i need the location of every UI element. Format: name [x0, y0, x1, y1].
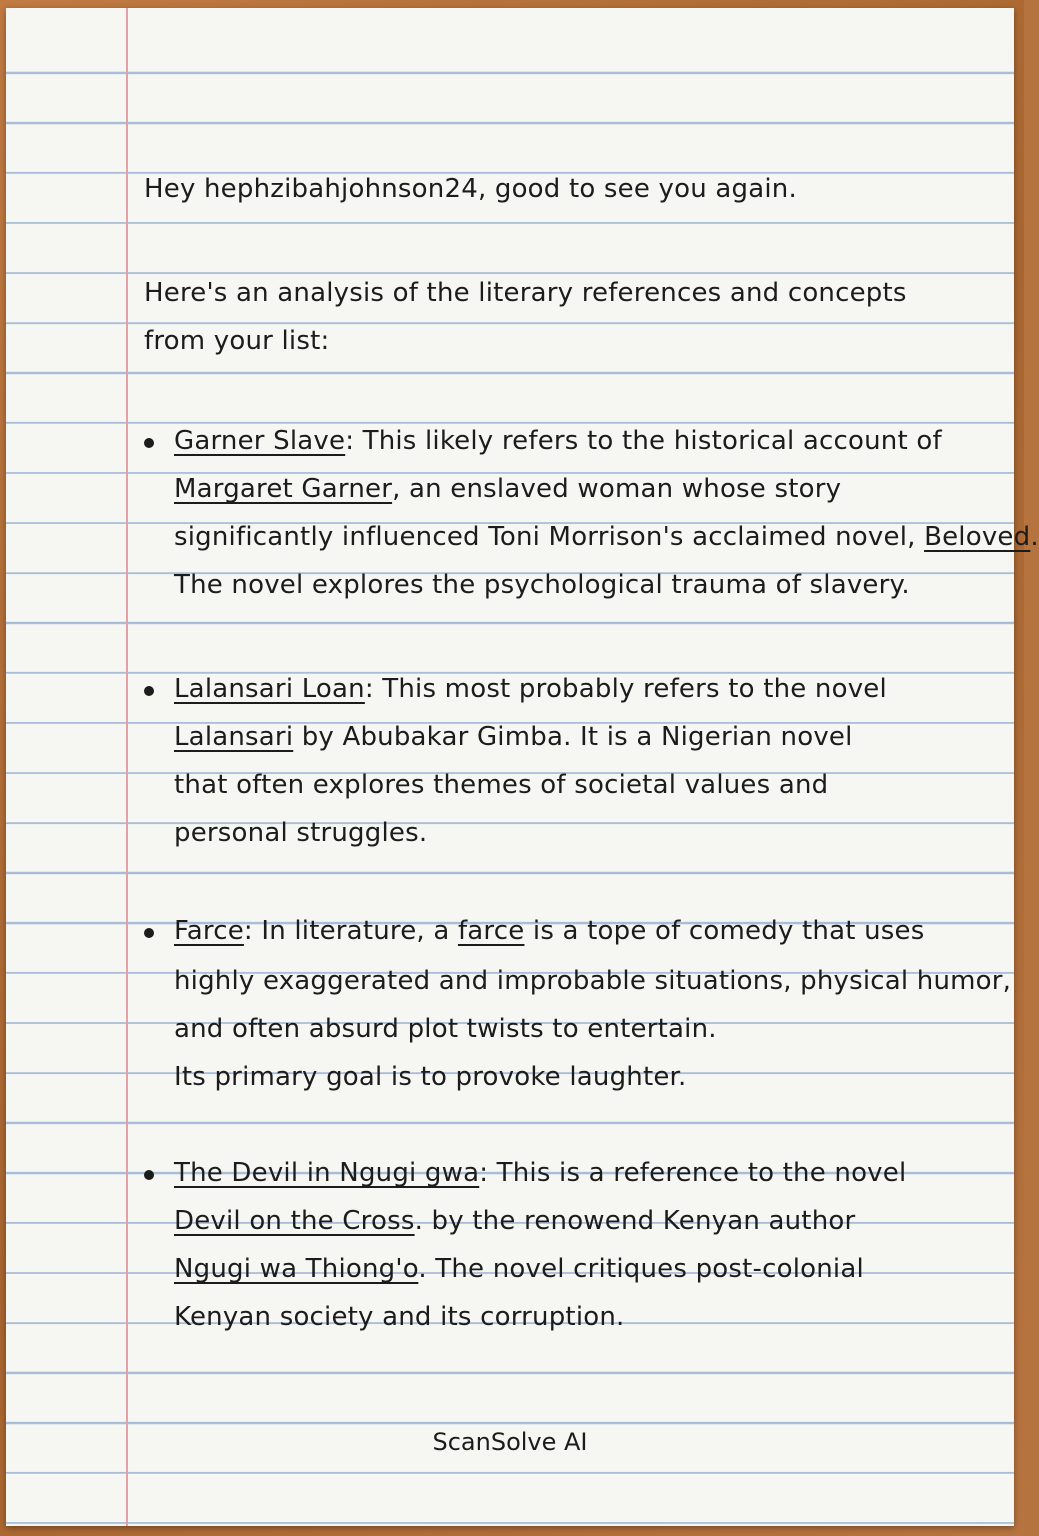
item-lalansari-line-2: Lalansari by Abubakar Gimba. It is a Nigerian novel [174, 722, 853, 752]
item-lalansari-line-3: that often explores themes of societal values and [174, 770, 829, 800]
ref-devil-on-the-cross: Devil on the Cross [174, 1206, 415, 1236]
ref-lalansari: Lalansari [174, 722, 294, 752]
bullet-lalansari-loan [144, 686, 154, 696]
item-devil-line-2: Devil on the Cross. by the renowend Kenyan author [174, 1206, 856, 1236]
bullet-devil-ngugi [144, 1170, 154, 1180]
bullet-garner-slave [144, 438, 154, 448]
term-farce: Farce [174, 916, 244, 946]
item-devil-line-3: Ngugi wa Thiong'o. The novel critiques post-colonial [174, 1254, 864, 1284]
item-farce-line-3: and often absurd plot twists to entertain. [174, 1014, 717, 1044]
term-devil-ngugi: The Devil in Ngugi gwa [174, 1158, 480, 1188]
bullet-farce [144, 928, 154, 938]
ref-ngugi-wa-thiongo: Ngugi wa Thiong'o [174, 1254, 419, 1284]
greeting: Hey hephzibahjohnson24, good to see you again. [144, 174, 797, 204]
item-farce-line-2: highly exaggerated and improbable situations, physical humor, [174, 966, 1012, 996]
margin-line [126, 8, 128, 1526]
intro-line-1: Here's an analysis of the literary references and concepts [144, 278, 907, 308]
lined-paper [6, 8, 1039, 1526]
ref-margaret-garner: Margaret Garner [174, 474, 393, 504]
item-devil-line-4: Kenyan society and its corruption. [174, 1302, 625, 1332]
intro-line-2: from your list: [144, 326, 330, 356]
footer-brand: ScanSolve AI [432, 1428, 588, 1456]
term-lalansari-loan: Lalansari Loan [174, 674, 365, 704]
ref-beloved: Beloved [924, 522, 1031, 552]
item-farce-line-1: Farce: In literature, a farce is a tope of comedy that uses [174, 916, 925, 946]
item-lalansari-line-1: Lalansari Loan: This most probably refers to the novel [174, 674, 887, 704]
item-devil-line-1: The Devil in Ngugi gwa: This is a reference to the novel [174, 1158, 907, 1188]
item-garner-line-1: Garner Slave: This likely refers to the historical account of [174, 426, 942, 456]
item-garner-line-4: The novel explores the psychological trauma of slavery. [174, 570, 910, 600]
ref-farce: farce [457, 916, 525, 946]
item-lalansari-line-4: personal struggles. [174, 818, 428, 848]
term-garner-slave: Garner Slave [174, 426, 346, 456]
item-garner-line-3: significantly influenced Toni Morrison's acclaimed novel, Beloved. [174, 522, 1039, 552]
item-garner-line-2: Margaret Garner, an enslaved woman whose story [174, 474, 842, 504]
item-farce-line-4: Its primary goal is to provoke laughter. [174, 1062, 687, 1092]
